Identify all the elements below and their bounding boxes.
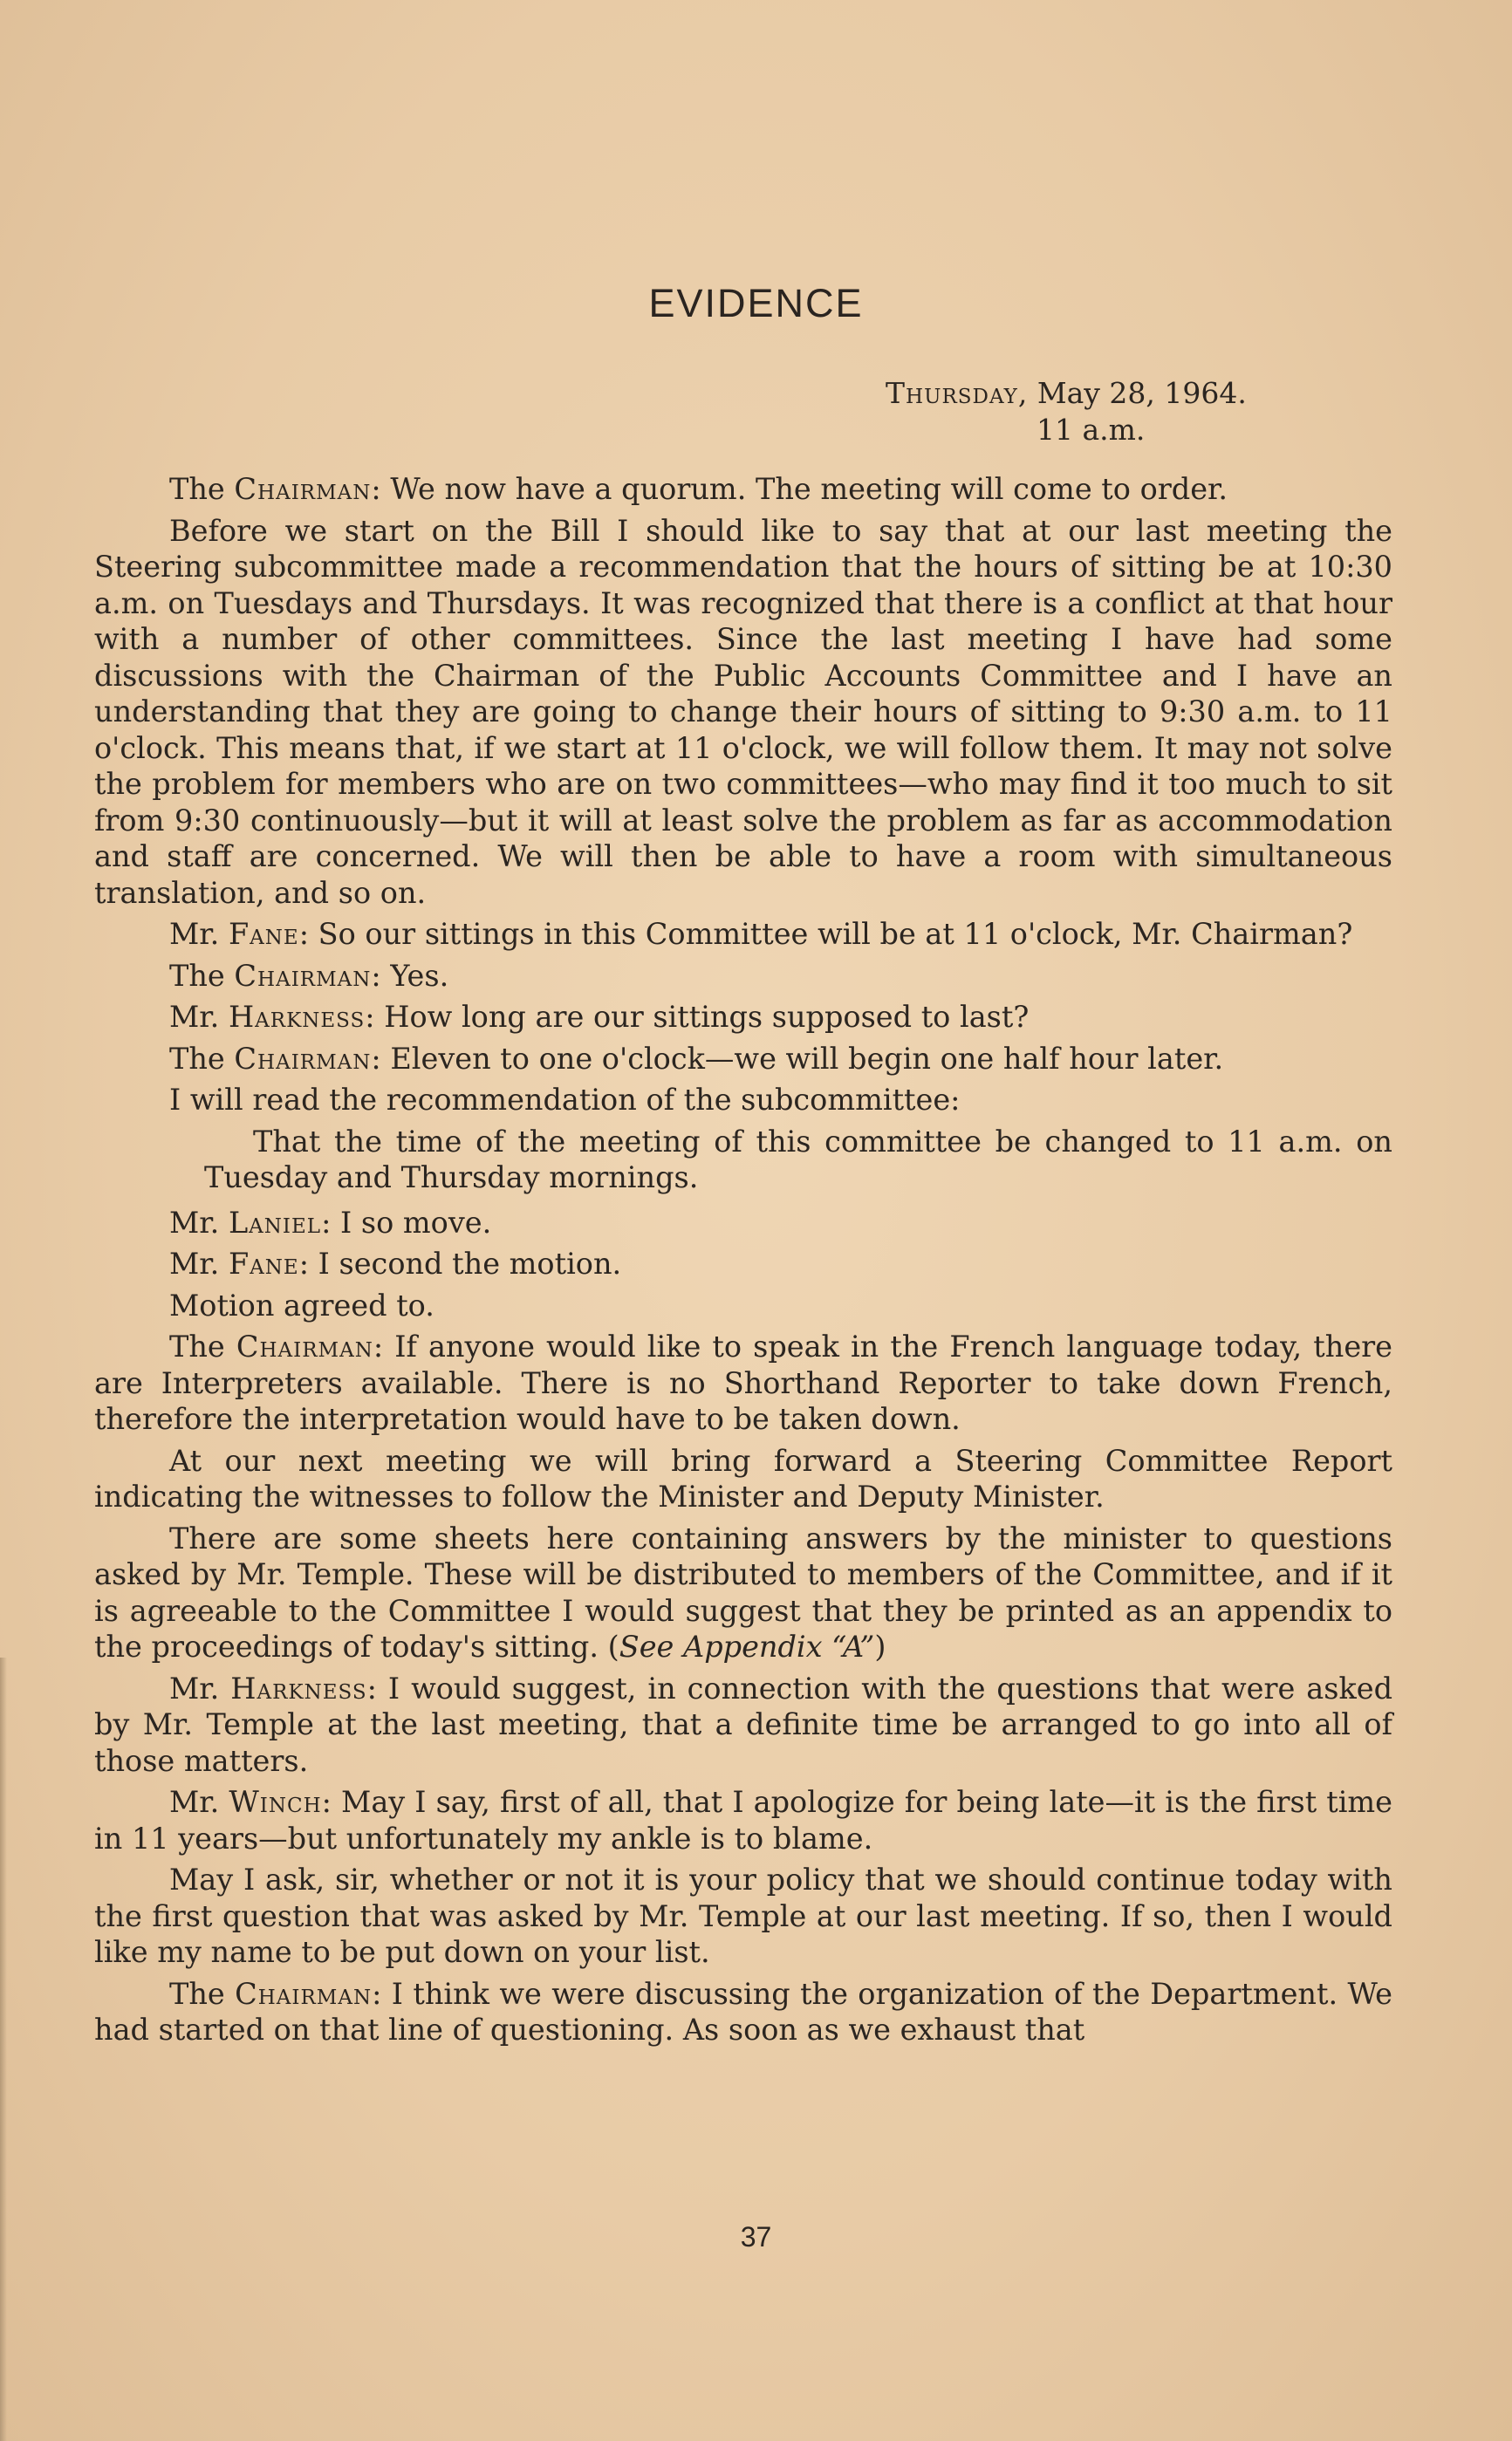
paragraph-text: Yes. (390, 958, 449, 993)
speaker-name: Winch (229, 1785, 322, 1819)
paragraph-text: I so move. (340, 1205, 492, 1240)
paragraph-text: So our sittings in this Committee will be at 11 o'clock, Mr. Chairman? (318, 917, 1353, 951)
speaker-name: Fane (228, 917, 299, 951)
speaker-name: Laniel (228, 1205, 322, 1240)
transcript-paragraph (94, 1862, 1392, 1971)
transcript-paragraph: The Chairman: We now have a quorum. The meeting will come to order. (169, 472, 1228, 506)
transcript-paragraph: The Chairman: I think we were discussing the organization of the Department. We had started on that line of questioning. As soon as we exhaust that (94, 1976, 1392, 2047)
transcript-paragraph: Mr. Harkness: I would suggest, in connection with the questions that were asked by Mr. Temple at the last meeting, that a definite time be arranged to go into all of those matters. (94, 1671, 1393, 1778)
paragraph-text: Eleven to one o'clock—we will begin one half hour later. (390, 1041, 1224, 1076)
dateline (886, 375, 1247, 448)
speaker-name: Fane (228, 1247, 299, 1281)
paragraph-text: I second the motion. (318, 1247, 622, 1281)
paragraph-text: That the time of the meeting of this committee be changed to 11 a.m. on Tuesday and Thursday mornings. (204, 1124, 1392, 1194)
transcript-paragraph: Mr. Winch: May I say, first of all, that I apologize for being late—it is the first time in 11 years—but unfortunately my ankle is to blame. (94, 1785, 1393, 1856)
transcript-paragraph: The Chairman: Yes. (169, 958, 449, 993)
transcript-paragraph: Mr. Fane: So our sittings in this Committee will be at 11 o'clock, Mr. Chairman? (169, 917, 1353, 951)
paragraph-text: How long are our sittings supposed to last? (384, 1000, 1030, 1034)
paragraph-text: At our next meeting we will bring forward a Steering Committee Report indicating the witnesses to follow the Minister and Deputy Minister. (94, 1443, 1392, 1514)
transcript-paragraph: Mr. Laniel: I so move. (169, 1205, 492, 1240)
dateline-time: 11 a.m. (1037, 413, 1146, 447)
paragraph-text: May I ask, sir, whether or not it is your policy that we should continue today with the first question that was asked by Mr. Temple at our last meeting. If so, then I would like my name to be put down on your list. (94, 1863, 1392, 1969)
speaker-name: Harkness (228, 1000, 366, 1034)
paragraph-text: If anyone would like to speak in the French language today, there are Interpreters available. There is no Shorthand Reporter to take down French, therefore the interpretation would have to be taken down. (94, 1330, 1392, 1436)
paragraph-text: I think we were discussing the organization of the Department. We had started on that line of questioning. As soon as we exhaust that (94, 1976, 1392, 2047)
page-title: EVIDENCE (648, 281, 864, 325)
speaker-name: Chairman (234, 958, 372, 993)
transcript-paragraph (94, 1082, 1392, 1118)
paragraph-text: There are some sheets here containing answers by the minister to questions asked by Mr. Temple. These will be distributed to members of the Committee, and if it is agreeable to the Committee I would suggest that they be printed as an appendix to the proceedings of today's sitting. ( (94, 1521, 1392, 1664)
dateline-date: May 28, 1964. (1037, 376, 1247, 410)
paragraph-text: I will read the recommendation of the subcommittee: (169, 1083, 961, 1117)
speaker-name: Chairman (234, 472, 372, 506)
speaker-name: Chairman (234, 1041, 372, 1076)
paragraph-text: Before we start on the Bill I should like to say that at our last meeting the Steering subcommittee made a recommendation that the hours of sitting be at 10:30 a.m. on Tuesdays and Thursdays. It was recognized that there is a conflict at that hour with a number of other committees. Since the last meeting I have had some discussions with the Chairman of the Public Accounts Committee and I have an understanding that they are going to change their hours of sitting to 9:30 a.m. to 11 o'clock. This means that, if we start at 11 o'clock, we will follow them. It may not solve the problem for members who are on two committees—who may find it too much to sit from 9:30 continuously—but it will at least solve the problem as far as accommodation and staff are concerned. We will then be able to have a room with simultaneous translation, and so on. (94, 513, 1392, 910)
dateline-day: Thursday, (886, 376, 1029, 410)
quoted-recommendation (94, 1124, 1392, 1196)
speaker-name: Chairman (235, 1976, 373, 2011)
page-edge-shadow (0, 1658, 7, 2441)
transcript-paragraph (94, 1288, 1392, 1324)
closing-paren: ) (874, 1630, 886, 1664)
transcript-paragraph (94, 513, 1392, 912)
transcript-paragraph (94, 1521, 1392, 1665)
speaker-name: Harkness (230, 1671, 367, 1706)
transcript-paragraph: The Chairman: If anyone would like to speak in the French language today, there are Interpreters available. There is no Shorthand Reporter to take down French, therefore the interpretation would have to be taken down. (94, 1330, 1392, 1436)
speaker-name: Chairman (236, 1330, 373, 1364)
paragraph-text: I would suggest, in connection with the questions that were asked by Mr. Temple at the last meeting, that a definite time be arranged to go into all of those matters. (94, 1671, 1393, 1778)
transcript-paragraph: Mr. Harkness: How long are our sittings supposed to last? (169, 1000, 1030, 1034)
transcript-paragraph: The Chairman: Eleven to one o'clock—we will begin one half hour later. (169, 1041, 1224, 1076)
transcript-body (94, 471, 1392, 2054)
page-number: 37 (740, 2221, 772, 2253)
transcript-paragraph: Mr. Fane: I second the motion. (169, 1247, 622, 1281)
paragraph-text: Motion agreed to. (169, 1288, 434, 1323)
paragraph-text: We now have a quorum. The meeting will come to order. (390, 472, 1228, 506)
appendix-reference: See Appendix “A” (619, 1630, 875, 1664)
paragraph-text: May I say, first of all, that I apologize for being late—it is the first time in 11 years—but unfortunately my ankle is to blame. (94, 1785, 1393, 1856)
transcript-paragraph (94, 1443, 1392, 1515)
